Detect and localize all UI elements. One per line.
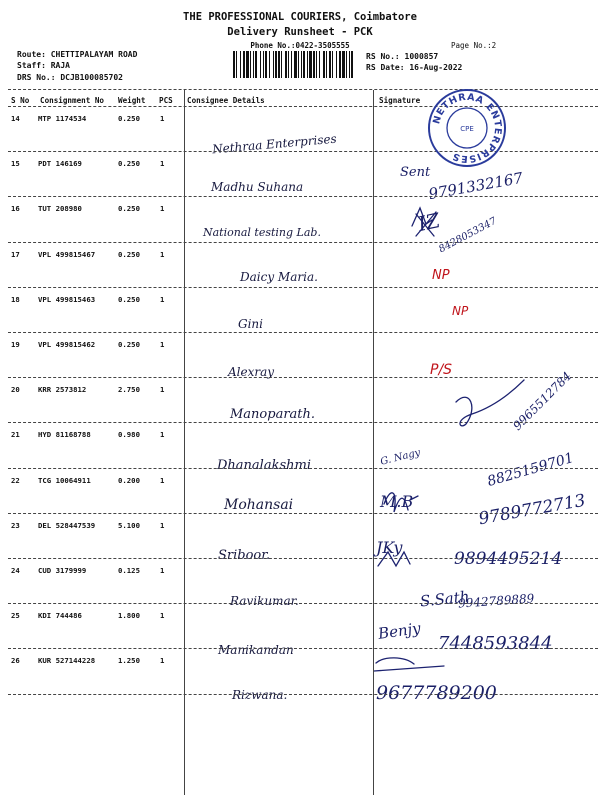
sig-stroke-26 <box>376 658 414 664</box>
barcode-bar <box>303 51 305 78</box>
barcode-bar <box>336 51 337 78</box>
barcode-bar <box>332 51 333 78</box>
barcode <box>233 51 355 78</box>
route: Route: CHETTIPALAYAM ROAD <box>17 50 138 59</box>
table-top-rule <box>8 89 598 90</box>
sig-strike-26 <box>374 666 444 671</box>
row-consignment-no: DEL 528447539 <box>38 520 96 530</box>
row-consignment-no: KUR 527144228 <box>38 656 96 666</box>
row-signature-phone: 9942789889 <box>457 591 535 611</box>
barcode-bar <box>250 51 251 78</box>
row-pcs: 1 <box>160 475 165 485</box>
row-weight: 1.250 <box>118 656 140 666</box>
row-signature: Sent <box>400 165 431 180</box>
row-signature: P/S <box>430 362 453 378</box>
row-weight: 0.125 <box>118 566 140 575</box>
row-consignee: Mohansai <box>224 497 294 513</box>
phone-number: Phone No.:0422-3505555 <box>250 41 350 50</box>
col-consignee: Consignee Details <box>187 96 265 105</box>
row-pcs: 1 <box>160 340 165 349</box>
barcode-bar <box>323 51 325 78</box>
row-signature: G. Nagy <box>379 447 422 468</box>
row-pcs: 1 <box>160 566 165 575</box>
barcode-bar <box>326 51 327 78</box>
row-consignee: National testing Lab. <box>203 226 321 239</box>
row-consignment-no: TCG 10064911 <box>38 475 91 485</box>
document-title: Delivery Runsheet - PCK <box>227 26 373 38</box>
row-consignee: Daicy Maria. <box>240 270 318 284</box>
barcode-bar <box>240 51 241 78</box>
col-weight: Weight <box>118 96 146 105</box>
row-signature: S.Sath <box>419 587 471 611</box>
barcode-bar <box>339 51 341 78</box>
row-pcs: 1 <box>160 249 165 259</box>
staff: Staff: RAJA <box>17 61 70 70</box>
row-consignment-no: KDI 744486 <box>38 611 82 621</box>
row-consignee: Alexray <box>228 365 275 379</box>
barcode-bar <box>346 51 347 78</box>
barcode-bar <box>269 51 270 78</box>
row-consignee: Manoparath. <box>230 407 316 422</box>
row-signature-phone: 9965512784 <box>510 369 575 433</box>
row-weight: 0.250 <box>118 294 140 304</box>
row-sno: 14 <box>11 114 20 123</box>
row-sno: 25 <box>11 611 20 621</box>
row-pcs: 1 <box>160 385 165 395</box>
row-consignee: Rizwana. <box>232 688 288 702</box>
row-signature-phone: 8825159701 <box>485 450 576 490</box>
row-consignee: Madhu Suhana <box>211 180 304 194</box>
row-signature-phone: 8428053347 <box>437 215 499 256</box>
col-signature: Signature <box>379 96 421 105</box>
row-consignee: Nethraa Enterprises <box>211 131 338 157</box>
row-signature-phone: 7448593844 <box>438 633 553 654</box>
row-pcs: 1 <box>160 430 165 440</box>
barcode-bar <box>263 51 264 78</box>
barcode-bar <box>273 51 274 78</box>
row-signature-phone: 9789772713 <box>477 490 588 530</box>
row-consignee: Sriboor. <box>218 548 271 563</box>
row-consignee: Ravikumar. <box>230 594 299 608</box>
row-weight: 0.250 <box>118 204 140 214</box>
sig-stroke-22 <box>384 493 418 512</box>
row-weight: 0.250 <box>118 159 140 169</box>
row-sno: 22 <box>11 475 20 485</box>
row-sno: 16 <box>11 204 20 214</box>
row-weight: 2.750 <box>118 385 140 395</box>
barcode-bar <box>298 51 299 78</box>
row-consignee: Manikandan <box>218 643 294 657</box>
row-consignment-no: MTP 1174534 <box>38 114 87 123</box>
row-signature: NP <box>452 304 469 318</box>
row-sno: 19 <box>11 340 20 349</box>
barcode-bar <box>294 51 297 78</box>
row-sno: 15 <box>11 159 20 169</box>
row-signature: JKy <box>376 538 403 557</box>
company-name: THE PROFESSIONAL COURIERS, Coimbatore <box>183 11 417 23</box>
row-sno: 26 <box>11 656 20 666</box>
row-signature: M.B <box>380 492 414 511</box>
barcode-bar <box>307 51 308 78</box>
sig-stroke-23 <box>378 552 410 566</box>
row-sno: 20 <box>11 385 20 395</box>
row-consignment-no: KRR 2573812 <box>38 385 87 395</box>
barcode-bar <box>265 51 267 78</box>
row-pcs: 1 <box>160 520 165 530</box>
row-signature-phone: 9894495214 <box>454 549 563 569</box>
row-pcs: 1 <box>160 159 165 169</box>
row-consignment-no: CUD 3179999 <box>38 566 87 575</box>
row-signature: NP <box>432 268 450 283</box>
barcode-bar <box>319 51 320 78</box>
row-pcs: 1 <box>160 611 165 621</box>
barcode-bar <box>236 51 237 78</box>
barcode-bar <box>313 51 315 78</box>
rs-date: RS Date: 16-Aug-2022 <box>366 63 463 72</box>
sig-stroke-20 <box>456 380 524 426</box>
drs-number: DRS No.: DCJB100085702 <box>17 73 123 82</box>
barcode-bar <box>288 51 289 78</box>
row-sno: 17 <box>11 249 20 259</box>
row-consignment-no: VPL 499815463 <box>38 294 96 304</box>
row-sno: 23 <box>11 520 20 530</box>
barcode-bar <box>246 51 249 78</box>
row-pcs: 1 <box>160 114 165 123</box>
row-signature: IZ <box>415 207 443 237</box>
barcode-bar <box>275 51 277 78</box>
row-weight: 0.250 <box>118 114 140 123</box>
barcode-bar <box>351 51 353 78</box>
row-consignment-no: VPL 499815467 <box>38 249 96 259</box>
row-consignment-no: PDT 146169 <box>38 159 82 169</box>
row-weight: 0.250 <box>118 249 140 259</box>
col-consignment: Consignment No <box>40 96 105 105</box>
barcode-bar <box>281 51 282 78</box>
row-weight: 1.800 <box>118 611 140 621</box>
barcode-bar <box>243 51 245 78</box>
row-signature: Benjy <box>376 619 422 643</box>
row-signature-phone: 9791332167 <box>427 168 525 204</box>
barcode-bar <box>342 51 345 78</box>
col-sno: S No <box>11 96 30 105</box>
barcode-bar <box>309 51 312 78</box>
row-sno: 24 <box>11 566 20 575</box>
svg-text:NETHRAA ENTERPRISES: NETHRAA ENTERPRISES <box>431 91 504 165</box>
row-sno: 18 <box>11 294 20 304</box>
page-number: Page No.:2 <box>451 41 497 50</box>
col-pcs: PCS <box>159 96 173 105</box>
barcode-bar <box>260 51 261 78</box>
row-sno: 21 <box>11 430 20 440</box>
row-pcs: 1 <box>160 294 165 304</box>
barcode-bar <box>233 51 235 78</box>
row-consignment-no: TUT 208980 <box>38 204 82 214</box>
row-consignee: Dhanalakshmi <box>217 458 311 473</box>
barcode-bar <box>301 51 302 78</box>
barcode-bar <box>285 51 287 78</box>
barcode-bar <box>329 51 331 78</box>
barcode-bar <box>291 51 292 78</box>
header-rule <box>8 106 598 107</box>
row-signature-phone: 9677789200 <box>376 682 497 704</box>
row-pcs: 1 <box>160 656 165 666</box>
row-consignment-no: HYD 81168788 <box>38 430 91 440</box>
row-consignee: Gini <box>238 317 263 331</box>
row-weight: 5.100 <box>118 520 140 530</box>
barcode-bar <box>316 51 317 78</box>
barcode-bar <box>255 51 257 78</box>
barcode-bar <box>349 51 350 78</box>
barcode-bar <box>278 51 280 78</box>
row-pcs: 1 <box>160 204 165 214</box>
row-weight: 0.980 <box>118 430 140 440</box>
row-weight: 0.250 <box>118 340 140 349</box>
row-weight: 0.200 <box>118 475 140 485</box>
rs-number: RS No.: 1000857 <box>366 52 439 61</box>
barcode-bar <box>253 51 254 78</box>
signature-strokes <box>374 108 598 798</box>
row-consignment-no: VPL 499815462 <box>38 340 96 349</box>
svg-text:CPE: CPE <box>460 125 474 133</box>
